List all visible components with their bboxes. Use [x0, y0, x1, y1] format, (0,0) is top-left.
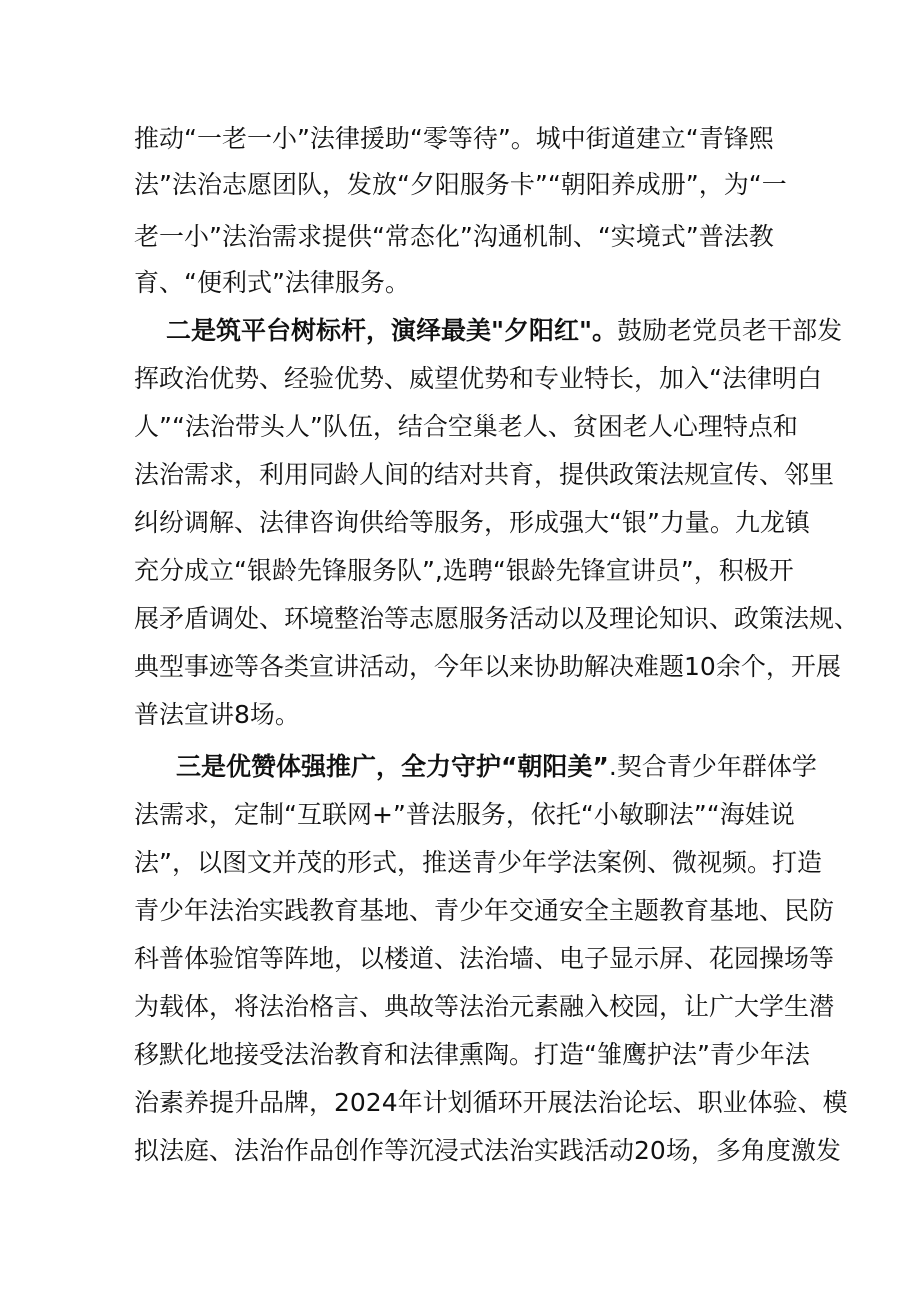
line-text: 拟法庭、法治作品创作等沉浸式法治实践活动20场，多角度激发 — [134, 1136, 841, 1165]
line-text: 法”，以图文并茂的形式，推送青少年学法案例、微视频。打造 — [134, 848, 822, 877]
line-text: 法治需求，利用同龄人间的结对共育，提供政策法规宣传、邻里 — [134, 460, 835, 489]
body-text-line — [134, 508, 810, 538]
line-text: 治素养提升品牌，2024年计划循环开展法治论坛、职业体验、模 — [134, 1088, 848, 1117]
body-text-line — [134, 556, 794, 586]
paragraph-heading: 三是优赞体强推广，全力守护“朝阳美” — [176, 752, 609, 781]
line-text: 法需求，定制“互联网+”普法服务，依托“小敏聊法”“海娃说 — [134, 800, 795, 829]
line-text: .契合青少年群体学 — [608, 752, 817, 781]
body-text-line — [134, 604, 859, 634]
line-text: 普法宣讲8场。 — [134, 700, 300, 729]
body-text-line — [134, 364, 822, 394]
body-text-line — [134, 124, 774, 154]
line-text: 移默化地接受法治教育和法律熏陶。打造“雏鹰护法”青少年法 — [134, 1040, 810, 1069]
body-text-line — [134, 700, 300, 730]
line-text: 老一小”法治需求提供“常态化”沟通机制、“实境式”普法教 — [134, 222, 774, 251]
body-text-line — [134, 268, 410, 298]
line-text: 典型事迹等各类宣讲活动，今年以来协助解决难题10余个，开展 — [134, 652, 841, 681]
line-text: 为载体，将法治格言、典故等法治元素融入校园，让广大学生潜 — [134, 992, 835, 1021]
body-text-line — [134, 1088, 848, 1118]
line-text: 育、“便利式”法律服务。 — [134, 268, 410, 297]
body-text-line — [134, 460, 834, 490]
line-text: 法”法治志愿团队，发放“夕阳服务卡”“朝阳养成册”，为“一 — [134, 170, 787, 199]
body-text-line — [134, 652, 841, 682]
body-text-line — [134, 992, 834, 1022]
body-text-line — [134, 848, 822, 878]
body-text-line — [134, 1136, 841, 1166]
paragraph-2-first-line — [166, 316, 842, 346]
body-text-line — [134, 896, 834, 926]
body-text-line — [134, 412, 798, 442]
line-text: 科普体验馆等阵地，以楼道、法治墙、电子显示屏、花园操场等 — [134, 944, 835, 973]
body-text-line — [134, 170, 787, 200]
line-text: 展矛盾调处、环境整治等志愿服务活动以及理论知识、政策法规、 — [134, 604, 860, 633]
body-text-line — [134, 1040, 810, 1070]
body-text-line — [134, 222, 774, 252]
line-text: 推动“一老一小”法律援助“零等待”。城中街道建立“青锋熙 — [134, 124, 774, 153]
line-text: 充分成立“银龄先锋服务队”,选聘“银龄先锋宣讲员”，积极开 — [134, 556, 794, 585]
line-text: 人”“法治带头人”队伍，结合空巢老人、贫困老人心理特点和 — [134, 412, 798, 441]
line-text: 挥政治优势、经验优势、威望优势和专业特长，加入“法律明白 — [134, 364, 822, 393]
line-text: 青少年法治实践教育基地、青少年交通安全主题教育基地、民防 — [134, 896, 835, 925]
line-text: 鼓励老党员老干部发 — [617, 316, 843, 345]
paragraph-3-first-line — [176, 752, 817, 782]
paragraph-heading: 二是筑平台树标杆，演绎最美"夕阳红"。 — [166, 316, 618, 345]
body-text-line — [134, 800, 795, 830]
line-text: 纠纷调解、法律咨询供给等服务，形成强大“银”力量。九龙镇 — [134, 508, 810, 537]
body-text-line — [134, 944, 834, 974]
